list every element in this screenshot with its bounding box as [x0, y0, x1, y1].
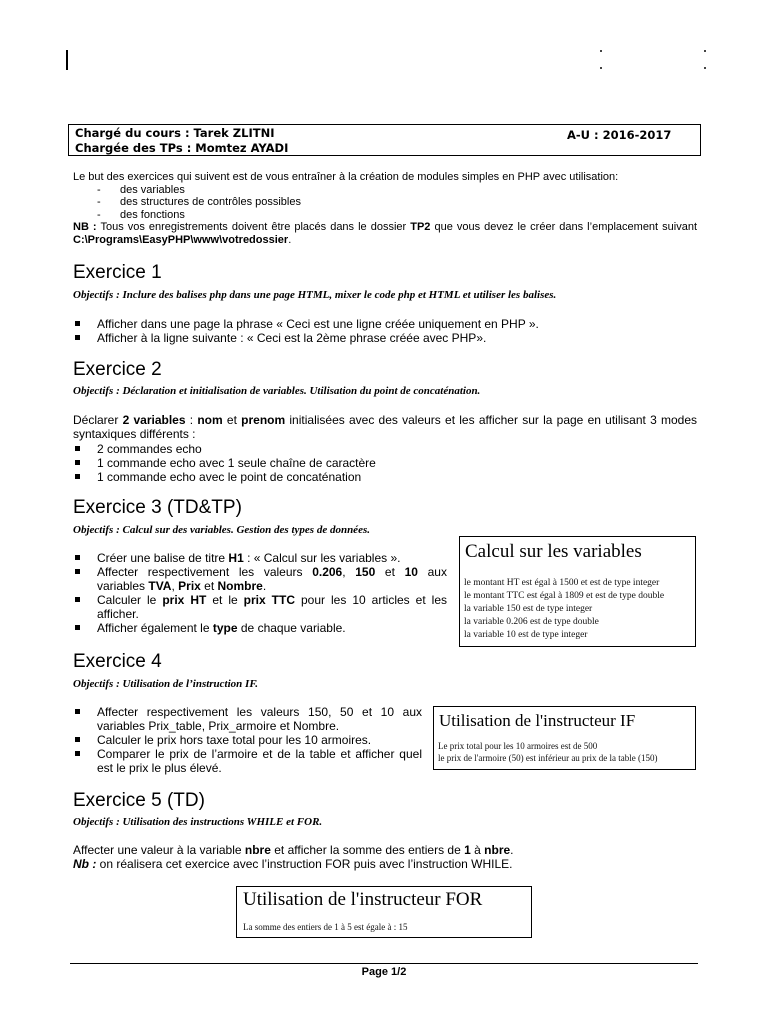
- emphasis: nbre: [484, 843, 511, 857]
- emphasis: 1: [464, 843, 471, 857]
- text: : « Calcul sur les variables ».: [243, 551, 401, 565]
- screenshot-title: Utilisation de l'instructeur FOR: [243, 889, 483, 910]
- academic-year: A-U : 2016-2017: [567, 128, 672, 142]
- exercise-3-title: Exercice 3 (TD&TP): [73, 497, 242, 518]
- list-item: [73, 551, 447, 565]
- intro-list: [94, 184, 494, 221]
- list-item: 2 commandes echo: [73, 442, 697, 456]
- text: et: [375, 565, 405, 579]
- list-item: Afficher à la ligne suivante : « Ceci est la 2ème phrase créée avec PHP».: [73, 331, 697, 345]
- text: .: [262, 579, 267, 593]
- screenshot-title: Utilisation de l'instructeur IF: [439, 711, 636, 730]
- intro-item: - des fonctions: [94, 209, 494, 221]
- exercise-5-note: [73, 857, 697, 871]
- exercise-3-objectives: Objectifs : Calcul sur des variables. Gestion des types de données.: [73, 524, 370, 536]
- screenshot-title: Calcul sur les variables: [465, 541, 642, 562]
- emphasis: 10: [404, 565, 418, 579]
- exercise-5-screenshot: [236, 886, 532, 938]
- emphasis: H1: [228, 551, 244, 565]
- text: Affecter une valeur à la variable: [73, 843, 245, 857]
- text: pour les 10 articles et les afficher.: [97, 593, 447, 621]
- list-item: Afficher dans une page la phrase « Ceci est une ligne créée uniquement en PHP ».: [73, 317, 697, 331]
- screenshot-line: la variable 150 est de type integer: [464, 604, 593, 614]
- emphasis: prix TTC: [243, 593, 295, 607]
- emphasis: Nombre: [217, 579, 263, 593]
- text: Créer une balise de titre: [97, 551, 229, 565]
- scan-dot: [600, 50, 602, 52]
- footer-divider: [70, 963, 698, 964]
- list-item: Calculer le prix hors taxe total pour les 10 armoires.: [73, 733, 422, 747]
- text: à: [470, 843, 485, 857]
- text: Affecter respectivement les valeurs: [97, 565, 313, 579]
- scan-dot: [704, 67, 706, 69]
- text: ,: [171, 579, 179, 593]
- nb-label: Nb :: [73, 857, 97, 871]
- nb-text: Tous vos enregistrements doivent être placés dans le dossier: [96, 221, 411, 233]
- nb-folder: TP2: [410, 221, 431, 233]
- screenshot-line: le prix de l'armoire (50) est inférieur au prix de la table (150): [438, 753, 658, 763]
- text: et afficher la somme des entiers de: [270, 843, 465, 857]
- exercise-4-objectives: Objectifs : Utilisation de l’instruction IF.: [73, 678, 258, 690]
- text: :: [185, 413, 198, 427]
- intro-item: - des structures de contrôles possibles: [94, 196, 494, 208]
- instructor-tp: Chargée des TPs : Momtez AYADI: [75, 141, 289, 155]
- text: et le: [206, 593, 244, 607]
- text: initialisées avec des valeurs et les afficher sur la page en utilisant 3 modes syntaxiques différents :: [73, 413, 697, 441]
- text: .: [510, 843, 514, 857]
- exercise-3-list: [73, 551, 447, 635]
- list-item: [73, 565, 447, 593]
- screenshot-line: La somme des entiers de 1 à 5 est égale à : 15: [243, 922, 408, 932]
- emphasis: 150: [355, 565, 376, 579]
- exercise-5-title: Exercice 5 (TD): [73, 790, 205, 811]
- text-cursor: [66, 50, 68, 70]
- list-item: 1 commande echo avec 1 seule chaîne de caractère: [73, 456, 697, 470]
- text: de chaque variable.: [237, 621, 346, 635]
- text: ,: [342, 565, 356, 579]
- screenshot-line: le montant HT est égal à 1500 et est de type integer: [464, 578, 660, 588]
- intro-item: - des variables: [94, 184, 494, 196]
- list-item: Comparer le prix de l’armoire et de la table et afficher quel est le prix le plus élevé.: [73, 747, 422, 775]
- intro-text: Le but des exercices qui suivent est de vous entraîner à la création de modules simples en PHP avec utilisation:: [73, 171, 619, 183]
- scan-dot: [600, 67, 602, 69]
- emphasis: Prix: [178, 579, 201, 593]
- emphasis: nom: [197, 413, 223, 427]
- nb-text: que vous devez le créer dans l’emplacement suivant: [430, 221, 698, 233]
- exercise-2-objectives: Objectifs : Déclaration et initialisation de variables. Utilisation du point de concaténation.: [73, 385, 481, 397]
- text: Déclarer: [73, 413, 123, 427]
- text: et: [200, 579, 218, 593]
- text: aux variables: [97, 565, 447, 593]
- emphasis: 2 variables: [122, 413, 186, 427]
- exercise-4-list: [73, 705, 422, 775]
- screenshot-line: le montant TTC est égal à 1809 et est de type double: [464, 591, 665, 601]
- exercise-2-list: [73, 442, 697, 484]
- nb-label: NB :: [73, 221, 97, 233]
- emphasis: type: [212, 621, 238, 635]
- text: Afficher également le: [97, 621, 213, 635]
- nb-path: C:\Programs\EasyPHP\www\votredossier: [73, 233, 289, 246]
- screenshot-line: Le prix total pour les 10 armoires est de 500: [438, 741, 598, 751]
- intro-nb: [73, 221, 697, 246]
- screenshot-line: la variable 10 est de type integer: [464, 630, 588, 640]
- emphasis: prenom: [241, 413, 286, 427]
- nb-end: .: [288, 233, 292, 246]
- text: Calculer le: [97, 593, 163, 607]
- emphasis: 0.206: [312, 565, 343, 579]
- exercise-5-statement: [73, 843, 697, 857]
- text: et: [222, 413, 242, 427]
- exercise-2-statement: [73, 413, 697, 441]
- emphasis: TVA: [148, 579, 172, 593]
- exercise-1-title: Exercice 1: [73, 262, 162, 283]
- exercise-3-screenshot: [459, 536, 696, 647]
- exercise-4-screenshot: [433, 706, 696, 770]
- list-item: Affecter respectivement les valeurs 150, 50 et 10 aux variables Prix_table, Prix_armoire et Nombre.: [73, 705, 422, 733]
- list-item: [73, 621, 447, 635]
- exercise-5-objectives: Objectifs : Utilisation des instructions WHILE et FOR.: [73, 816, 323, 828]
- list-item: 1 commande echo avec le point de concaténation: [73, 470, 697, 484]
- nb-text: on réalisera cet exercice avec l’instruction FOR puis avec l’instruction WHILE.: [96, 857, 513, 871]
- screenshot-line: la variable 0.206 est de type double: [464, 617, 599, 627]
- exercise-2-title: Exercice 2: [73, 359, 162, 380]
- exercise-1-list: [73, 317, 697, 345]
- exercise-1-objectives: Objectifs : Inclure des balises php dans une page HTML, mixer le code php et HTML et utiliser les balises.: [73, 289, 557, 301]
- exercise-4-title: Exercice 4: [73, 651, 162, 672]
- scan-dot: [704, 50, 706, 52]
- page-number: Page 1/2: [361, 966, 407, 978]
- emphasis: nbre: [244, 843, 271, 857]
- emphasis: prix HT: [162, 593, 207, 607]
- list-item: [73, 593, 447, 621]
- instructor-course: Chargé du cours : Tarek ZLITNI: [75, 126, 275, 140]
- header-box: [68, 124, 701, 156]
